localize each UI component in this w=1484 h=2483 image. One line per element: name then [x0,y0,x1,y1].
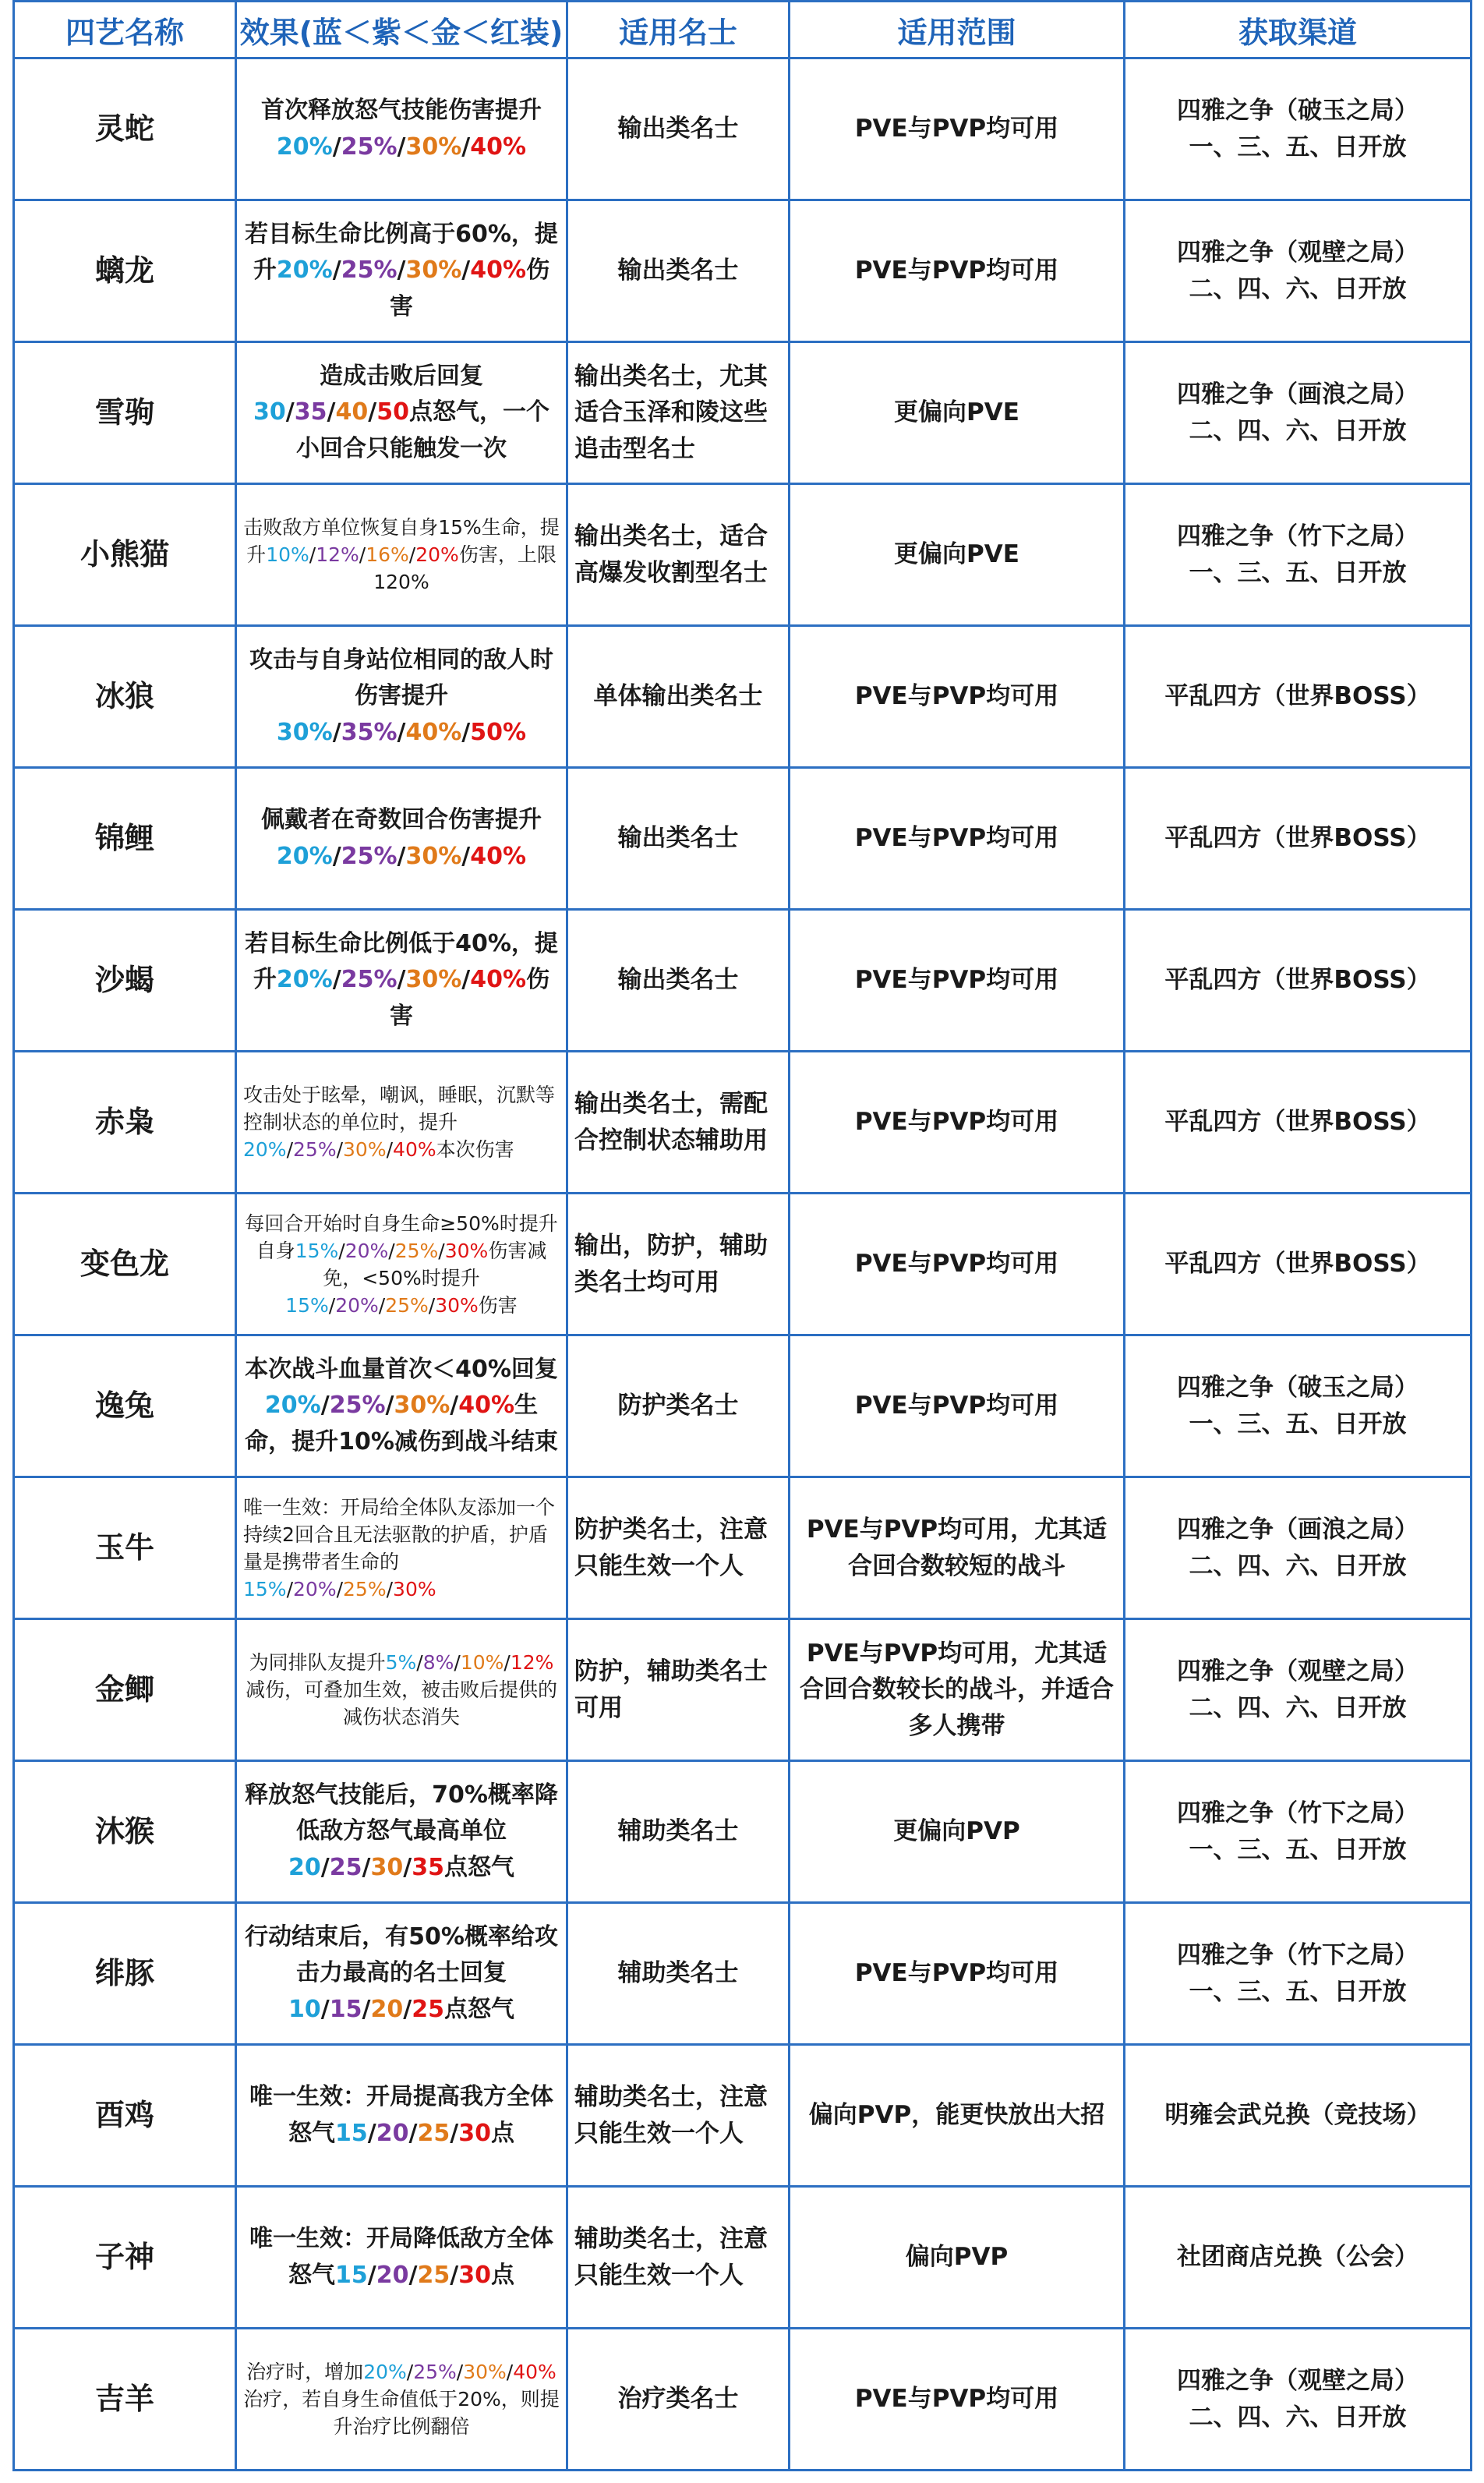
effect-cell: 击败敌方单位恢复自身15%生命，提升10%/12%/16%/20%伤害，上限120% [236,484,567,626]
tier-value-blue: 20% [243,1138,287,1161]
source-cell [1125,2187,1472,2329]
tier-value-red: 25 [412,1995,444,2023]
source-line: 四雅之争（观壁之局） [1177,2367,1419,2395]
target-cell: 辅助类名士，注意只能生效一个人 [567,2045,790,2187]
effect-text: 为同排队友提升 [249,1651,386,1674]
effect-cell: 攻击处于眩晕，嘲讽，睡眠，沉默等控制状态的单位时，提升20%/25%/30%/40%本次伤害 [236,1052,567,1194]
effect-text: 点 [490,2119,514,2147]
art-name-cell: 玉牛 [14,1477,236,1619]
source-cell [1125,200,1472,342]
target-cell: 防护类名士，注意只能生效一个人 [567,1477,790,1619]
art-name-cell: 金鲫 [14,1619,236,1761]
effect-cell: 若目标生命比例低于40%，提升20%/25%/30%/40%伤害 [236,910,567,1052]
skills-table-sheet [12,0,1470,2471]
source-line: 平乱四方（世界BOSS） [1164,966,1431,995]
source-line: 四雅之争（观壁之局） [1177,1657,1419,1685]
tier-value-purple: 35% [341,718,398,746]
scope-cell: PVE与PVP均可用 [790,626,1125,768]
tier-value-red: 40% [513,2361,556,2383]
table-body [14,58,1472,2471]
art-name-cell: 沐猴 [14,1761,236,1903]
source-cell [1125,2329,1472,2471]
tier-value-purple: 20 [376,2119,409,2147]
tier-value-red: 30% [444,1239,489,1262]
header-scope: 适用范围 [790,2,1125,58]
tier-value-red: 30% [435,1293,479,1317]
tier-value-gold: 25 [417,2261,450,2289]
table-row [14,1619,1472,1761]
tier-value-purple: 35 [294,398,327,426]
source-days: 一、三、五、日开放 [1189,1977,1407,2006]
effect-text: 首次释放怒气技能伤害提升 [261,97,542,124]
tier-value-blue: 20% [264,1392,321,1420]
tier-value-gold: 40 [335,398,369,426]
tier-value-gold: 25% [385,1293,429,1317]
table-row [14,342,1472,484]
tier-value-gold: 25 [417,2119,450,2147]
source-line: 四雅之争（破玉之局） [1177,97,1419,125]
art-name-cell: 冰狼 [14,626,236,768]
effect-cell: 行动结束后，有50%概率给攻击力最高的名士回复10/15/20/25点怒气 [236,1903,567,2045]
effect-text: 行动结束后，有50%概率给攻击力最高的名士回复 [245,1922,558,1987]
source-days: 一、三、五、日开放 [1189,1410,1407,1438]
tier-value-gold: 16% [366,543,409,566]
header-name: 四艺名称 [14,2,236,58]
effect-text: 本次战斗血量首次＜40%回复 [245,1355,558,1383]
tier-value-blue: 20% [363,2361,407,2383]
tier-value-purple: 20% [335,1293,379,1317]
source-cell [1125,1761,1472,1903]
target-cell: 治疗类名士 [567,2329,790,2471]
target-cell: 防护，辅助类名士可用 [567,1619,790,1761]
art-name-cell: 锦鲤 [14,768,236,910]
tier-value-blue: 20% [276,133,333,161]
source-cell [1125,484,1472,626]
table-row [14,484,1472,626]
table-row [14,1761,1472,1903]
effect-cell: 每回合开始时自身生命≥50%时提升自身15%/20%/25%/30%伤害减免，<50%时提升15%/20%/25%/30%伤害 [236,1194,567,1335]
target-cell: 单体输出类名士 [567,626,790,768]
source-line: 明雍会武兑换（竞技场） [1164,2101,1431,2130]
table-row [14,910,1472,1052]
effect-text: 减伤，可叠加生效，被击败后提供的减伤状态消失 [245,1678,557,1728]
source-line: 四雅之争（竹下之局） [1177,1799,1419,1827]
table-row [14,626,1472,768]
effect-text: 造成击败后回复 [320,362,483,390]
effect-text: 点怒气 [443,1995,514,2023]
art-name-cell: 变色龙 [14,1194,236,1335]
table-row [14,1903,1472,2045]
effect-text: 攻击与自身站位相同的敌人时伤害提升 [249,646,553,710]
table-row [14,768,1472,910]
tier-value-purple: 8% [422,1651,454,1674]
scope-cell: PVE与PVP均可用 [790,1335,1125,1477]
scope-cell: PVE与PVP均可用，尤其适合回合数较长的战斗，并适合多人携带 [790,1619,1125,1761]
table-row [14,2045,1472,2187]
tier-value-red: 20% [415,543,459,566]
source-days: 二、四、六、日开放 [1189,1551,1407,1580]
tier-value-red: 50 [376,398,409,426]
table-row [14,58,1472,200]
tier-value-blue: 10% [266,543,309,566]
tier-value-blue: 30 [253,398,286,426]
tier-value-blue: 10 [288,1995,321,2023]
tier-value-blue: 30% [276,718,333,746]
effect-text: 本次伤害 [436,1138,514,1161]
target-cell: 辅助类名士，注意只能生效一个人 [567,2187,790,2329]
source-days: 一、三、五、日开放 [1189,1835,1407,1864]
scope-cell: PVE与PVP均可用 [790,1052,1125,1194]
target-cell: 输出类名士 [567,200,790,342]
tier-value-red: 12% [510,1651,554,1674]
effect-cell: 唯一生效：开局提高我方全体怒气15/20/25/30点 [236,2045,567,2187]
effect-cell: 本次战斗血量首次＜40%回复20%/25%/30%/40%生命，提升10%减伤到战斗结束 [236,1335,567,1477]
source-line: 四雅之争（观壁之局） [1177,239,1419,267]
table-row [14,1335,1472,1477]
art-name-cell: 赤枭 [14,1052,236,1194]
tier-value-purple: 25% [341,966,398,994]
source-cell [1125,1335,1472,1477]
tier-value-blue: 15% [295,1239,339,1262]
scope-cell: PVE与PVP均可用 [790,58,1125,200]
scope-cell: 更偏向PVE [790,484,1125,626]
tier-value-purple: 15 [329,1995,362,2023]
tier-value-blue: 15 [335,2261,368,2289]
source-cell [1125,1477,1472,1619]
table-row [14,1194,1472,1335]
tier-value-gold: 25% [394,1239,439,1262]
header-effect: 效果(蓝＜紫＜金＜红装) [236,2,567,58]
tier-value-gold: 30% [405,842,462,870]
source-cell [1125,1052,1472,1194]
effect-cell: 造成击败后回复30/35/40/50点怒气，一个小回合只能触发一次 [236,342,567,484]
target-cell: 辅助类名士 [567,1761,790,1903]
table-row [14,2329,1472,2471]
table-row [14,1052,1472,1194]
effect-text: 生命，提升10%减伤到战斗结束 [245,1392,558,1455]
table-row [14,1477,1472,1619]
art-name-cell: 酉鸡 [14,2045,236,2187]
effect-text: 伤害减免，<50%时提升 [323,1239,547,1289]
tier-value-red: 40% [470,966,527,994]
target-cell: 防护类名士 [567,1335,790,1477]
art-name-cell: 逸兔 [14,1335,236,1477]
effect-cell: 为同排队友提升5%/8%/10%/12%减伤，可叠加生效，被击败后提供的减伤状态消失 [236,1619,567,1761]
target-cell: 辅助类名士 [567,1903,790,2045]
header-source: 获取渠道 [1125,2,1472,58]
effect-cell: 释放怒气技能后，70%概率降低敌方怒气最高单位20/25/30/35点怒气 [236,1761,567,1903]
four-arts-table [12,0,1472,2471]
scope-cell: PVE与PVP均可用 [790,1194,1125,1335]
tier-value-red: 30 [458,2261,491,2289]
scope-cell: 偏向PVP，能更快放出大招 [790,2045,1125,2187]
tier-value-purple: 25% [341,842,398,870]
tier-value-gold: 30 [370,1853,404,1881]
tier-value-purple: 25% [341,133,398,161]
source-line: 社团商店兑换（公会） [1177,2243,1419,2272]
tier-value-gold: 40% [405,718,462,746]
effect-text: 佩戴者在奇数回合伤害提升 [261,806,542,833]
table-row [14,200,1472,342]
art-name-cell: 小熊猫 [14,484,236,626]
header-target: 适用名士 [567,2,790,58]
effect-text: 释放怒气技能后，70%概率降低敌方怒气最高单位 [245,1781,558,1845]
source-line: 四雅之争（竹下之局） [1177,1941,1419,1969]
target-cell: 输出类名士 [567,910,790,1052]
effect-text: 每回合开始时自身生命≥50%时提升自身 [245,1211,558,1262]
target-cell: 输出类名士 [567,768,790,910]
table-row [14,2187,1472,2329]
effect-text: 伤害 [478,1293,518,1317]
source-cell [1125,1903,1472,2045]
tier-value-red: 30% [393,1577,436,1601]
tier-value-red: 40% [470,256,527,285]
scope-cell: PVE与PVP均可用 [790,768,1125,910]
effect-text: 伤害，上限120% [373,543,556,593]
tier-value-blue: 15% [285,1293,329,1317]
source-line: 四雅之争（竹下之局） [1177,522,1419,550]
art-name-cell: 雪驹 [14,342,236,484]
effect-text: 伤害 [390,256,550,320]
scope-cell: PVE与PVP均可用 [790,200,1125,342]
tier-value-purple: 12% [316,543,359,566]
tier-value-blue: 15% [243,1577,287,1601]
tier-value-purple: 20% [344,1239,389,1262]
tier-value-gold: 30% [463,2361,507,2383]
effect-text: 点怒气 [443,1853,514,1881]
effect-text: 唯一生效：开局给全体队友添加一个持续2回合且无法驱散的护盾，护盾量是携带者生命的 [243,1495,556,1573]
source-days: 二、四、六、日开放 [1189,1693,1407,1722]
source-line: 四雅之争（画浪之局） [1177,380,1419,409]
effect-text: 点 [490,2261,514,2289]
effect-text: 若目标生命比例低于40%，提升 [245,929,558,994]
tier-value-blue: 20 [288,1853,321,1881]
tier-value-red: 35 [412,1853,444,1881]
tier-value-gold: 30% [343,1138,387,1161]
effect-text: 唯一生效：开局提高我方全体怒气 [249,2083,553,2147]
effect-text: 若目标生命比例高于60%，提升 [245,220,558,285]
target-cell: 输出，防护，辅助类名士均可用 [567,1194,790,1335]
tier-value-purple: 25% [413,2361,457,2383]
tier-value-red: 40% [470,842,527,870]
art-name-cell: 吉羊 [14,2329,236,2471]
effect-cell: 若目标生命比例高于60%，提升20%/25%/30%/40%伤害 [236,200,567,342]
effect-cell: 攻击与自身站位相同的敌人时伤害提升30%/35%/40%/50% [236,626,567,768]
effect-cell: 唯一生效：开局降低敌方全体怒气15/20/25/30点 [236,2187,567,2329]
source-cell [1125,1194,1472,1335]
tier-value-gold: 30% [394,1392,450,1420]
target-cell: 输出类名士，需配合控制状态辅助用 [567,1052,790,1194]
scope-cell: 偏向PVP [790,2187,1125,2329]
source-days: 二、四、六、日开放 [1189,416,1407,445]
source-days: 一、三、五、日开放 [1189,133,1407,161]
tier-value-gold: 10% [460,1651,504,1674]
header-row [14,2,1472,58]
source-line: 平乱四方（世界BOSS） [1164,1108,1431,1137]
target-cell: 输出类名士 [567,58,790,200]
effect-text: 治疗，若自身生命值低于20%，则提升治疗比例翻倍 [243,2388,560,2438]
art-name-cell: 子神 [14,2187,236,2329]
effect-text: 伤害 [390,966,550,1030]
source-cell [1125,58,1472,200]
art-name-cell: 灵蛇 [14,58,236,200]
source-line: 平乱四方（世界BOSS） [1164,682,1431,711]
source-cell [1125,342,1472,484]
tier-value-red: 50% [470,718,527,746]
tier-value-purple: 25% [329,1392,386,1420]
effect-cell: 首次释放怒气技能伤害提升20%/25%/30%/40% [236,58,567,200]
tier-value-blue: 20% [276,966,333,994]
effect-text: 治疗时，增加 [246,2361,364,2383]
source-cell [1125,2045,1472,2187]
tier-value-gold: 25% [343,1577,387,1601]
target-cell: 输出类名士，适合高爆发收割型名士 [567,484,790,626]
scope-cell: 更偏向PVP [790,1761,1125,1903]
tier-value-purple: 20 [376,2261,409,2289]
art-name-cell: 螭龙 [14,200,236,342]
source-line: 平乱四方（世界BOSS） [1164,824,1431,853]
effect-text: 攻击处于眩晕，嘲讽，睡眠，沉默等控制状态的单位时，提升 [243,1084,556,1134]
scope-cell: PVE与PVP均可用 [790,1903,1125,2045]
tier-value-purple: 25% [293,1138,337,1161]
effect-cell: 唯一生效：开局给全体队友添加一个持续2回合且无法驱散的护盾，护盾量是携带者生命的15%/20%/25%/30% [236,1477,567,1619]
scope-cell: PVE与PVP均可用，尤其适合回合数较短的战斗 [790,1477,1125,1619]
effect-cell: 佩戴者在奇数回合伤害提升20%/25%/30%/40% [236,768,567,910]
tier-value-purple: 25 [329,1853,362,1881]
target-cell: 输出类名士，尤其适合玉泽和陵这些追击型名士 [567,342,790,484]
source-days: 二、四、六、日开放 [1189,274,1407,303]
scope-cell: 更偏向PVE [790,342,1125,484]
tier-value-blue: 20% [276,842,333,870]
art-name-cell: 沙蝎 [14,910,236,1052]
art-name-cell: 绯豚 [14,1903,236,2045]
tier-value-red: 40% [393,1138,436,1161]
source-cell [1125,1619,1472,1761]
source-cell [1125,768,1472,910]
tier-value-red: 30 [458,2119,491,2147]
tier-value-red: 40% [470,133,527,161]
source-line: 四雅之争（画浪之局） [1177,1516,1419,1544]
tier-value-gold: 30% [405,133,462,161]
source-line: 四雅之争（破玉之局） [1177,1374,1419,1402]
tier-value-purple: 25% [341,256,398,285]
tier-value-gold: 20 [370,1995,404,2023]
source-line: 平乱四方（世界BOSS） [1164,1250,1431,1279]
tier-value-purple: 20% [293,1577,337,1601]
tier-value-red: 40% [458,1392,515,1420]
tier-value-blue: 20% [276,256,333,285]
source-days: 二、四、六、日开放 [1189,2403,1407,2432]
tier-value-blue: 5% [385,1651,417,1674]
source-cell [1125,626,1472,768]
scope-cell: PVE与PVP均可用 [790,910,1125,1052]
effect-text: 唯一生效：开局降低敌方全体怒气 [249,2225,553,2289]
tier-value-gold: 30% [405,256,462,285]
tier-value-blue: 15 [335,2119,368,2147]
effect-cell: 治疗时，增加20%/25%/30%/40%治疗，若自身生命值低于20%，则提升治疗比例翻倍 [236,2329,567,2471]
tier-value-gold: 30% [405,966,462,994]
scope-cell: PVE与PVP均可用 [790,2329,1125,2471]
source-days: 一、三、五、日开放 [1189,558,1407,587]
effect-text: 击败敌方单位恢复自身15%生命，提升 [243,516,560,566]
source-cell [1125,910,1472,1052]
effect-text: 点怒气，一个小回合只能触发一次 [296,398,549,462]
